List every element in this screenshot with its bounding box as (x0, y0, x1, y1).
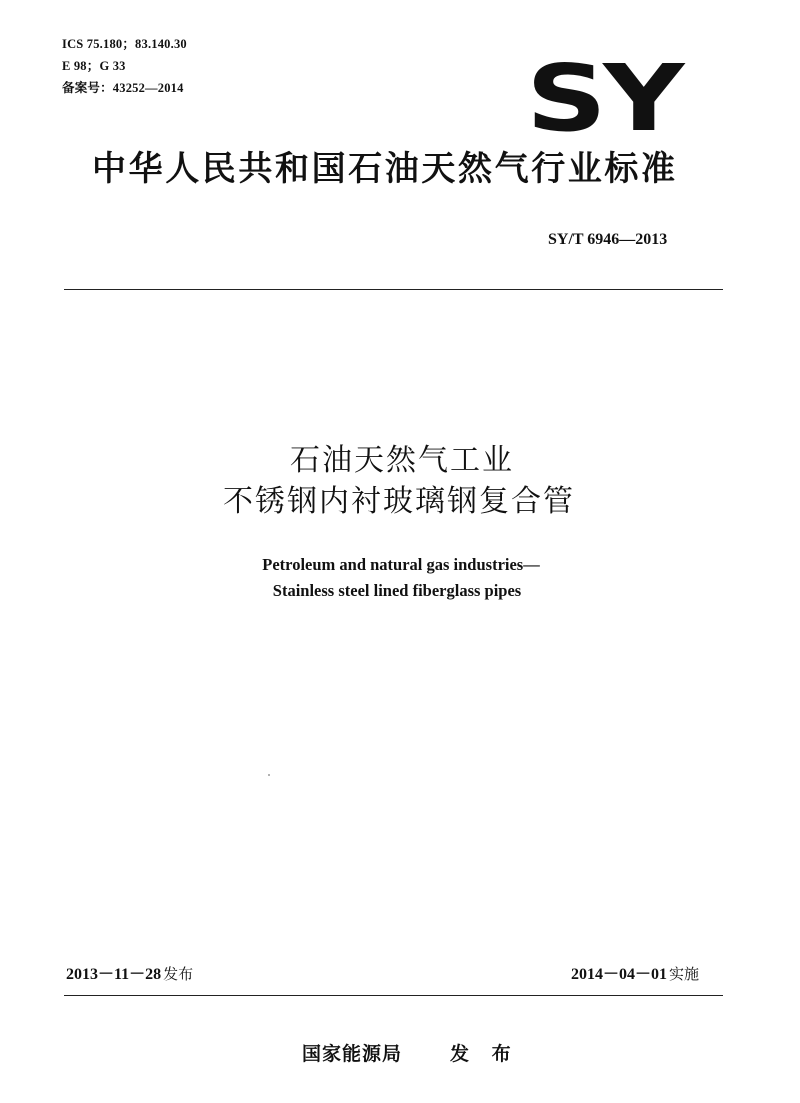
top-divider (64, 289, 723, 290)
ics-code: ICS 75.180；83.140.30 (62, 37, 187, 51)
english-title-line-2: Stainless steel lined fiberglass pipes (272, 581, 522, 600)
issue-date: 2013－11－28 (66, 966, 162, 983)
chinese-title-line-2: 不锈钢内衬玻璃钢复合管 (223, 484, 575, 519)
industry-standard-title: 中华人民共和国石油天然气行业标准 (92, 149, 678, 189)
publisher-name: 国家能源局 (302, 1043, 403, 1065)
english-title-line-1: Petroleum and natural gas industries— (262, 555, 540, 574)
filing-number: 备案号：43252—2014 (62, 81, 184, 95)
issue-date-block (66, 967, 193, 983)
standard-number: SY/T 6946—2013 (548, 231, 668, 248)
classification-code: E 98；G 33 (62, 59, 126, 73)
bottom-divider (64, 995, 723, 996)
implementation-label: 实施 (669, 965, 700, 983)
implementation-date: 2014－04－01 (571, 966, 668, 983)
chinese-title-line-1: 石油天然气工业 (290, 443, 514, 478)
scan-speck (268, 774, 270, 776)
publish-label: 发 布 (450, 1043, 519, 1065)
issue-label: 发布 (163, 965, 194, 983)
implementation-date-block (571, 967, 699, 983)
sy-logo: SY (526, 45, 681, 152)
